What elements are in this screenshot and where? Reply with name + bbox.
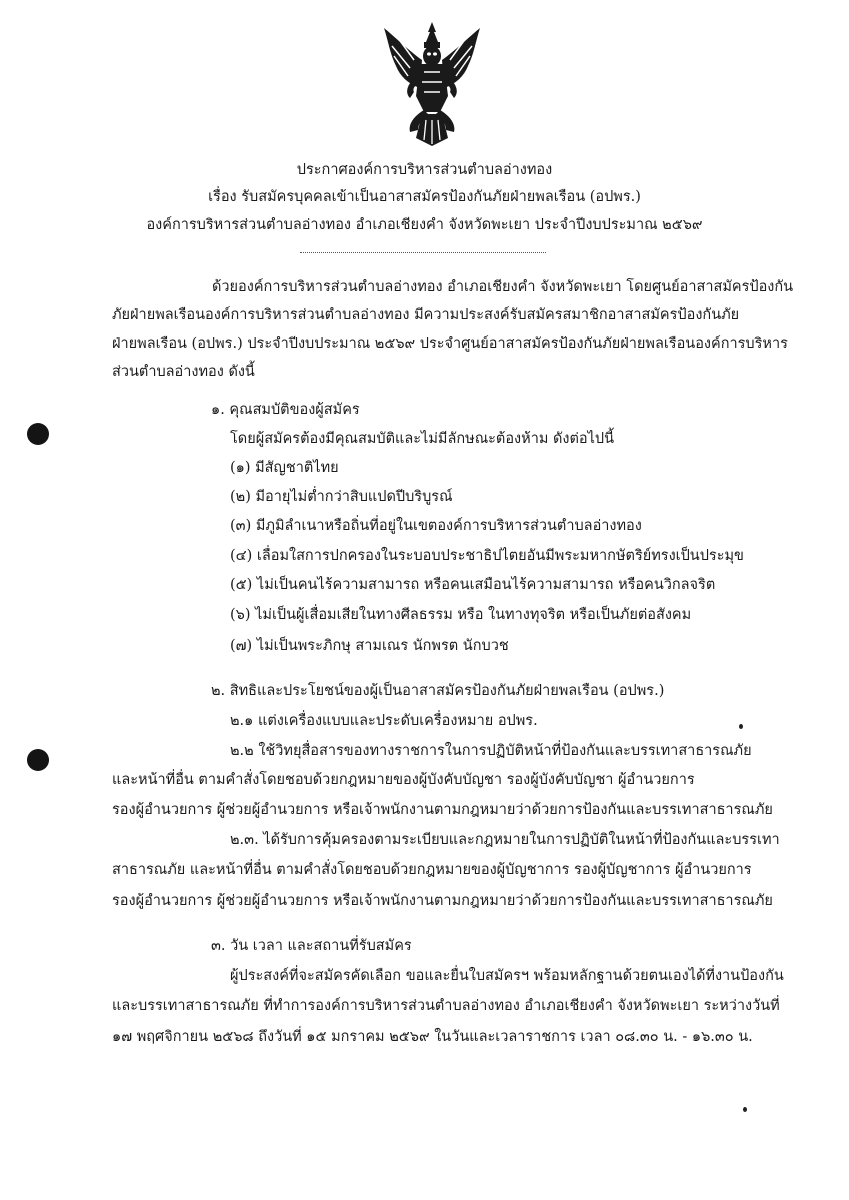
benefit-item: สาธารณภัย และหน้าที่อื่น ตามคำสั่งโดยชอบด้วยกฎหมายของผู้บัญชาการ รองผู้บัญชาการ ผู้อำนวยการ	[112, 862, 752, 878]
intro-line: ส่วนตำบลอ่างทอง ดังนี้	[112, 364, 255, 380]
announcement-subtitle: องค์การบริหารส่วนตำบลอ่างทอง อำเภอเชียงคำ จังหวัดพะเยา ประจำปีงบประมาณ ๒๕๖๙	[146, 217, 703, 233]
announcement-title: ประกาศองค์การบริหารส่วนตำบลอ่างทอง	[296, 162, 553, 178]
qualification-item: (๖) ไม่เป็นผู้เสื่อมเสียในทางศีลธรรม หรือ ในทางทุจริต หรือเป็นภัยต่อสังคม	[230, 607, 692, 623]
punch-hole-top	[27, 423, 49, 445]
section1-lead: โดยผู้สมัครต้องมีคุณสมบัติและไม่มีลักษณะต้องห้าม ดังต่อไปนี้	[230, 431, 615, 447]
garuda-emblem	[378, 20, 486, 148]
section3-body: และบรรเทาสาธารณภัย ที่ทำการองค์การบริหารส่วนตำบลอ่างทอง อำเภอเชียงคำ จังหวัดพะเยา ระหว่างวันที่	[112, 998, 780, 1014]
benefit-item: ๒.๓. ได้รับการคุ้มครองตามระเบียบและกฎหมายในการปฏิบัติในหน้าที่ป้องกันและบรรเทา	[230, 832, 780, 848]
intro-line: ภัยฝ่ายพลเรือนองค์การบริหารส่วนตำบลอ่างทอง มีความประสงค์รับสมัครสมาชิกอาสาสมัครป้องกันภัย	[112, 307, 740, 323]
punch-hole-bottom	[27, 749, 49, 771]
qualification-item: (๒) มีอายุไม่ต่ำกว่าสิบแปดปีบริบูรณ์	[230, 489, 453, 505]
divider-dotted	[300, 252, 546, 253]
qualification-item: (๕) ไม่เป็นคนไร้ความสามารถ หรือคนเสมือนไร้ความสามารถ หรือคนวิกลจริต	[230, 577, 716, 593]
benefit-item: รองผู้อำนวยการ ผู้ช่วยผู้อำนวยการ หรือเจ้าพนักงานตามกฎหมายว่าด้วยการป้องกันและบรรเทาสาธารณภัย	[112, 893, 773, 909]
section2-heading: ๒. สิทธิและประโยชน์ของผู้เป็นอาสาสมัครป้องกันภัยฝ่ายพลเรือน (อปพร.)	[211, 683, 665, 699]
benefit-item: ๒.๒ ใช้วิทยุสื่อสารของทางราชการในการปฏิบัติหน้าที่ป้องกันและบรรเทาสาธารณภัย	[230, 743, 752, 759]
section3-heading: ๓. วัน เวลา และสถานที่รับสมัคร	[211, 938, 412, 954]
announcement-subject: เรื่อง รับสมัครบุคคลเข้าเป็นอาสาสมัครป้องกันภัยฝ่ายพลเรือน (อปพร.)	[208, 189, 641, 205]
section3-body: ๑๗ พฤศจิกายน ๒๕๖๘ ถึงวันที่ ๑๕ มกราคม ๒๕๖๙ ในวันและเวลาราชการ เวลา ๐๘.๓๐ น. - ๑๖.๓๐ น.	[112, 1029, 753, 1045]
section3-body: ผู้ประสงค์ที่จะสมัครคัดเลือก ขอและยื่นใบสมัครฯ พร้อมหลักฐานด้วยตนเองได้ที่งานป้องกัน	[230, 968, 784, 984]
section1-heading: ๑. คุณสมบัติของผู้สมัคร	[211, 402, 360, 418]
qualification-item: (๓) มีภูมิลำเนาหรือถิ่นที่อยู่ในเขตองค์การบริหารส่วนตำบลอ่างทอง	[230, 518, 642, 534]
benefit-item: และหน้าที่อื่น ตามคำสั่งโดยชอบด้วยกฎหมายของผู้บังคับบัญชา รองผู้บังคับบัญชา ผู้อำนวยการ	[112, 772, 695, 788]
ink-speck	[739, 724, 743, 729]
intro-line: ฝ่ายพลเรือน (อปพร.) ประจำปีงบประมาณ ๒๕๖๙ ประจำศูนย์อาสาสมัครป้องกันภัยฝ่ายพลเรือนองค์การบริหาร	[112, 336, 788, 352]
ink-speck	[743, 1107, 747, 1112]
qualification-item: (๔) เลื่อมใสการปกครองในระบอบประชาธิปไตยอันมีพระมหากษัตริย์ทรงเป็นประมุข	[230, 548, 744, 564]
benefit-item: รองผู้อำนวยการ ผู้ช่วยผู้อำนวยการ หรือเจ้าพนักงานตามกฎหมายว่าด้วยการป้องกันและบรรเทาสาธารณภัย	[112, 802, 773, 818]
intro-line: ด้วยองค์การบริหารส่วนตำบลอ่างทอง อำเภอเชียงคำ จังหวัดพะเยา โดยศูนย์อาสาสมัครป้องกัน	[212, 279, 794, 295]
qualification-item: (๗) ไม่เป็นพระภิกษุ สามเณร นักพรต นักบวช	[230, 638, 509, 654]
benefit-item: ๒.๑ แต่งเครื่องแบบและประดับเครื่องหมาย อปพร.	[230, 713, 538, 729]
qualification-item: (๑) มีสัญชาติไทย	[230, 460, 339, 476]
